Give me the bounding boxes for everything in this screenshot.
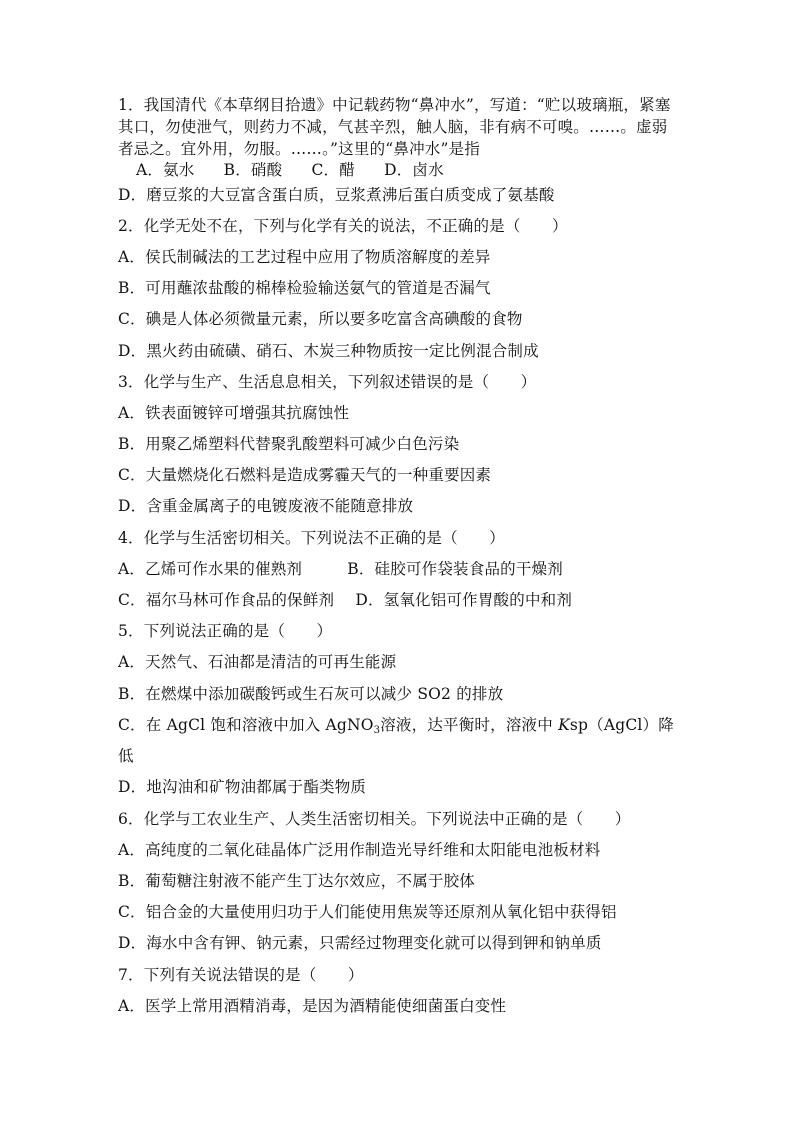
q3-option-d: D．含重金属离子的电镀废液不能随意排放 <box>118 497 414 515</box>
q7-stem: 7．下列有关说法错误的是（ ） <box>118 966 364 984</box>
q2-stem: 2．化学无处不在，下列与化学有关的说法，不正确的是（ ） <box>118 217 568 235</box>
q4-option-a: A．乙烯可作水果的催熟剂 <box>118 560 303 578</box>
q3-stem: 3．化学与生产、生活息息相关，下列叙述错误的是（ ） <box>118 373 537 391</box>
q1-stem-line-2: 其口，勿使泄气，则药力不减，气甚辛烈，触人脑，非有病不可嗅。……。虚弱 <box>118 118 668 136</box>
q6-stem: 6．化学与工农业生产、人类生活密切相关。下列说法中正确的是（ ） <box>118 810 631 828</box>
q5-stem: 5．下列说法正确的是（ ） <box>118 622 333 640</box>
q5-option-c-continuation: 低 <box>118 747 134 765</box>
q1-option-a: A．氨水 <box>136 161 195 179</box>
q5-option-b: B．在燃煤中添加碳酸钙或生石灰可以减少 SO2 的排放 <box>118 685 504 703</box>
q1-stem-line-3: 者忌之。宜外用，勿服。……。”这里的“鼻冲水”是指 <box>118 140 481 158</box>
q5-option-d: D．地沟油和矿物油都属于酯类物质 <box>118 778 367 796</box>
q1-option-c: C．醋 <box>311 161 355 179</box>
q4-options-row-2 <box>118 590 678 610</box>
q1-option-b: B．硝酸 <box>223 161 283 179</box>
q2-option-a: A．侯氏制碱法的工艺过程中应用了物质溶解度的差异 <box>118 248 491 266</box>
q5-option-a: A．天然气、石油都是清洁的可再生能源 <box>118 653 397 671</box>
q6-option-c: C．铝合金的大量使用归功于人们能使用焦炭等还原剂从氧化铝中获得铝 <box>118 903 617 921</box>
q5-option-c-subscript: 3 <box>373 725 381 736</box>
q3-option-c: C．大量燃烧化石燃料是造成雾霾天气的一种重要因素 <box>118 466 492 484</box>
q4-stem: 4．化学与生活密切相关。下列说法不正确的是（ ） <box>118 529 505 547</box>
q5-option-c <box>118 715 678 741</box>
q5-option-c-post: sp（AgCl）降 <box>569 716 674 734</box>
q1-extra-option-d: D．磨豆浆的大豆富含蛋白质，豆浆煮沸后蛋白质变成了氨基酸 <box>118 186 555 204</box>
q3-option-a: A．铁表面镀锌可增强其抗腐蚀性 <box>118 404 350 422</box>
q4-option-b: B．硅胶可作袋装食品的干燥剂 <box>347 560 563 578</box>
q4-option-d: D．氢氧化铝可作胃酸的中和剂 <box>355 591 573 609</box>
q3-option-b: B．用聚乙烯塑料代替聚乳酸塑料可减少白色污染 <box>118 435 460 453</box>
q2-option-b: B．可用蘸浓盐酸的棉棒检验输送氨气的管道是否漏气 <box>118 279 491 297</box>
q7-option-a: A．医学上常用酒精消毒，是因为酒精能使细菌蛋白变性 <box>118 997 507 1015</box>
q6-option-b: B．葡萄糖注射液不能产生丁达尔效应，不属于胶体 <box>118 872 475 890</box>
q1-option-d: D．卤水 <box>384 161 444 179</box>
q2-option-c: C．碘是人体必须微量元素，所以要多吃富含高碘酸的食物 <box>118 310 523 328</box>
q6-option-d: D．海水中含有钾、钠元素，只需经过物理变化就可以得到钾和钠单质 <box>118 934 602 952</box>
q1-stem-line-1: 1．我国清代《本草纲目拾遗》中记载药物“鼻冲水”，写道：“贮以玻璃瓶，紧塞 <box>118 96 671 114</box>
q5-option-c-mid: 溶液，达平衡时，溶液中 <box>380 716 559 734</box>
q1-options-row <box>136 160 696 180</box>
q2-option-d: D．黑火药由硫磺、硝石、木炭三种物质按一定比例混合制成 <box>118 342 539 360</box>
q5-option-c-ksp-k: K <box>558 716 570 734</box>
q5-option-c-pre: C．在 AgCl 饱和溶液中加入 AgNO <box>118 716 374 734</box>
q4-option-c: C．福尔马林可作食品的保鲜剂 <box>118 591 335 609</box>
q6-option-a: A．高纯度的二氧化硅晶体广泛用作制造光导纤维和太阳能电池板材料 <box>118 841 601 859</box>
q4-options-row-1 <box>118 559 678 579</box>
